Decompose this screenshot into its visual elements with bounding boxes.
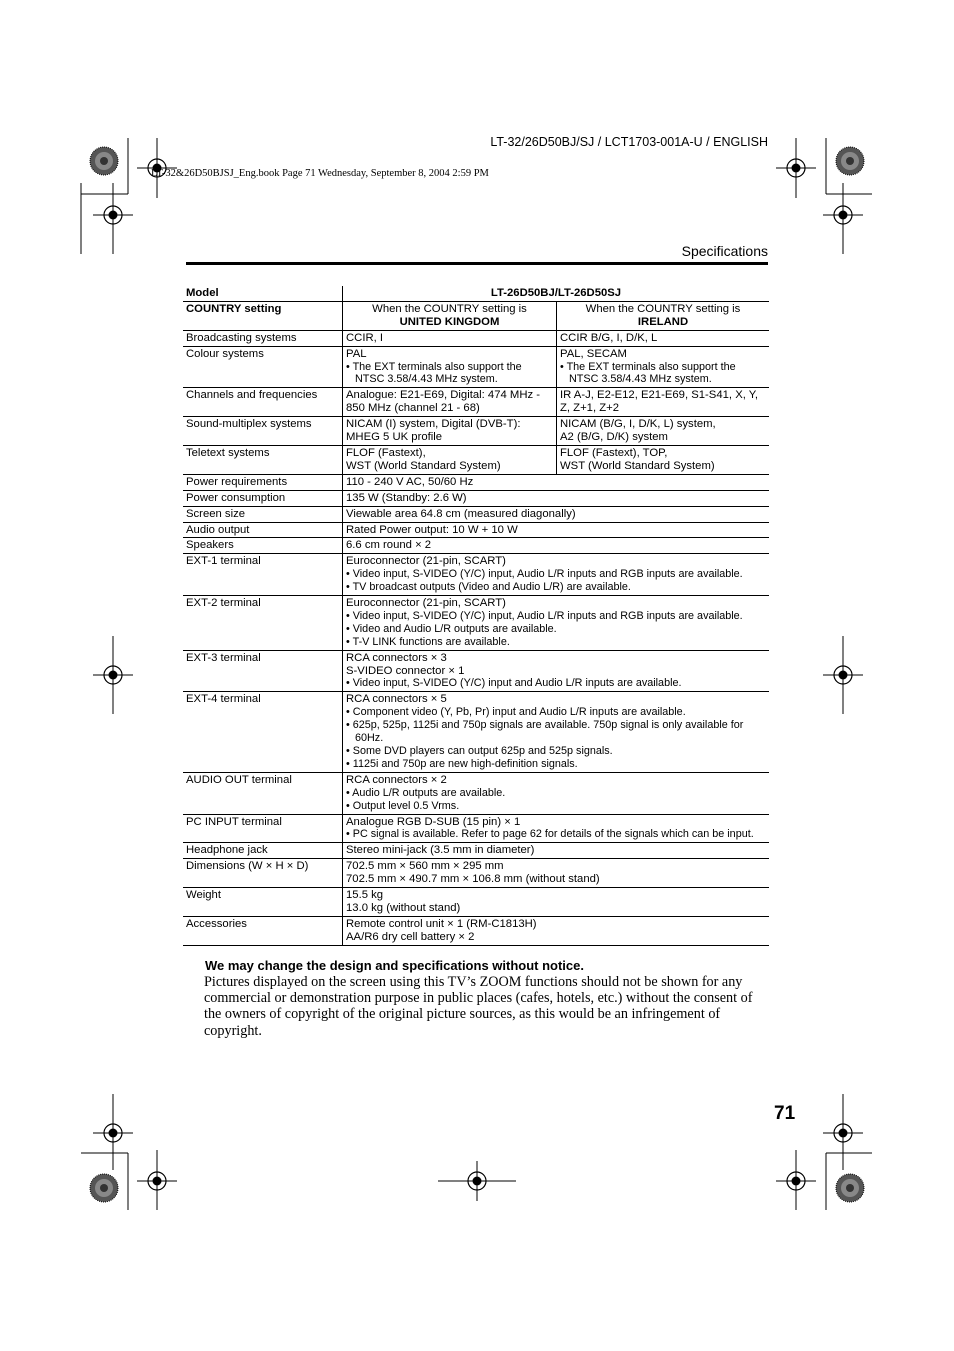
cell-text: S-VIDEO connector × 1 xyxy=(346,664,465,677)
row-value xyxy=(343,554,770,596)
cell-text: NICAM (I) system, Digital (DVB-T): xyxy=(346,418,521,431)
row-label: PC INPUT terminal xyxy=(183,814,343,843)
table-row xyxy=(183,538,769,554)
uk-caption: When the COUNTRY setting is xyxy=(372,302,527,315)
cell-text: 702.5 mm × 490.7 mm × 106.8 mm (without stand) xyxy=(346,873,600,886)
bullet-item: • Output level 0.5 Vrms. xyxy=(346,799,460,812)
table-row xyxy=(183,772,769,814)
row-label: Power consumption xyxy=(183,490,343,506)
cell-text: 15.5 kg xyxy=(346,889,384,902)
row-value xyxy=(343,772,770,814)
cell-text: AA/R6 dry cell battery × 2 xyxy=(346,930,475,943)
cell-text: 13.0 kg (without stand) xyxy=(346,901,461,914)
cell-ie xyxy=(557,417,770,446)
cell-uk xyxy=(343,417,557,446)
row-value xyxy=(343,888,770,917)
table-row xyxy=(183,417,769,446)
table-row xyxy=(183,506,769,522)
table-row xyxy=(183,859,769,888)
row-value xyxy=(343,859,770,888)
cell-text: Euroconnector (21-pin, SCART) xyxy=(346,597,506,610)
cell-text: NICAM (B/G, I, D/K, L) system, xyxy=(560,418,716,431)
cell-text: RCA connectors × 5 xyxy=(346,693,447,706)
cell-text: Analogue RGB D-SUB (15 pin) × 1 xyxy=(346,815,521,828)
row-label: Weight xyxy=(183,888,343,917)
cell-text: Euroconnector (21-pin, SCART) xyxy=(346,555,506,568)
cell-text: 702.5 mm × 560 mm × 295 mm xyxy=(346,860,504,873)
cell-uk xyxy=(343,346,557,388)
table-row xyxy=(183,330,769,346)
row-value: Viewable area 64.8 cm (measured diagonally) xyxy=(343,506,770,522)
document-code: LT-32/26D50BJ/SJ / LCT1703-001A-U / ENGLISH xyxy=(490,135,768,149)
ie-caption: When the COUNTRY setting is xyxy=(585,302,741,315)
row-value: Stereo mini-jack (3.5 mm in diameter) xyxy=(343,843,770,859)
row-value xyxy=(343,916,770,945)
book-info-line: LT-32&26D50BJSJ_Eng.book Page 71 Wednesday, September 8, 2004 2:59 PM xyxy=(151,168,489,179)
cell-text: RCA connectors × 2 xyxy=(346,773,447,786)
bullet-item: • The EXT terminals also support the NTSC 3.58/4.43 MHz system. xyxy=(560,360,736,386)
row-label: EXT-4 terminal xyxy=(183,692,343,772)
bullet-item: • Video input, S-VIDEO (Y/C) input, Audio L/R inputs and RGB inputs are available. xyxy=(346,568,743,581)
header-rule xyxy=(186,262,768,265)
table-row xyxy=(183,490,769,506)
cell-uk xyxy=(343,445,557,474)
row-label: Power requirements xyxy=(183,474,343,490)
table-row-model xyxy=(183,286,769,301)
row-value: Rated Power output: 10 W + 10 W xyxy=(343,522,770,538)
row-label: EXT-2 terminal xyxy=(183,596,343,651)
row-label: Screen size xyxy=(183,506,343,522)
row-value xyxy=(343,596,770,651)
row-label: Sound-multiplex systems xyxy=(183,417,343,446)
cell-text: PAL, SECAM xyxy=(560,347,627,360)
bullet-item: • Video input, S-VIDEO (Y/C) input, Audio L/R inputs and RGB inputs are available. xyxy=(346,609,743,622)
row-value: 110 - 240 V AC, 50/60 Hz xyxy=(343,474,770,490)
specifications-table xyxy=(183,286,769,946)
row-label: Channels and frequencies xyxy=(183,388,343,417)
bullet-item: • Some DVD players can output 625p and 525p signals. xyxy=(346,745,613,757)
model-value: LT-26D50BJ/LT-26D50SJ xyxy=(343,286,770,301)
row-value: 6.6 cm round × 2 xyxy=(343,538,770,554)
row-label: Teletext systems xyxy=(183,445,343,474)
row-label: EXT-1 terminal xyxy=(183,554,343,596)
country-ie-cell xyxy=(557,301,770,330)
table-row xyxy=(183,388,769,417)
bullet-item: • PC signal is available. Refer to page 62 for details of the signals which can be input. xyxy=(346,828,754,841)
row-label: Colour systems xyxy=(183,346,343,388)
table-row xyxy=(183,650,769,692)
bullet-item: • TV broadcast outputs (Video and Audio L/R) are available. xyxy=(346,581,631,594)
row-value: 135 W (Standby: 2.6 W) xyxy=(343,490,770,506)
cell-uk: Analogue: E21-E69, Digital: 474 MHz - 850 MHz (channel 21 - 68) xyxy=(343,388,557,417)
row-label: Headphone jack xyxy=(183,843,343,859)
cell-ie xyxy=(557,445,770,474)
row-label: EXT-3 terminal xyxy=(183,650,343,692)
row-label: Dimensions (W × H × D) xyxy=(183,859,343,888)
table-row-country xyxy=(183,301,769,330)
bullet-item: • Video input, S-VIDEO (Y/C) input and Audio L/R inputs are available. xyxy=(346,677,682,690)
table-row xyxy=(183,814,769,843)
country-label: COUNTRY setting xyxy=(183,301,343,330)
copyright-paragraph: Pictures displayed on the screen using this TV’s ZOOM functions should not be shown for any commercial or demonstration purpose in public places (cafes, hotels, etc.) without the consent of the owners of copyright of the original picture sources, as this would be an infringement of copyright. xyxy=(204,974,753,1039)
bullet-item: • Component video (Y, Pb, Pr) input and Audio L/R inputs are available. xyxy=(346,706,686,719)
cell-text: WST (World Standard System) xyxy=(346,459,501,472)
cell-text: A2 (B/G, D/K) system xyxy=(560,431,668,444)
cell-text: Remote control unit × 1 (RM-C1813H) xyxy=(346,917,537,930)
bullet-item: • 625p, 525p, 1125i and 750p signals are available. 750p signal is only available for 60Hz. xyxy=(346,719,744,745)
country-uk-cell xyxy=(343,301,557,330)
cell-text: RCA connectors × 3 xyxy=(346,651,447,664)
section-title: Specifications xyxy=(681,243,768,259)
table-row xyxy=(183,522,769,538)
table-row xyxy=(183,445,769,474)
cell-text: FLOF (Fastext), TOP, xyxy=(560,446,668,459)
table-row xyxy=(183,554,769,596)
cell-text: WST (World Standard System) xyxy=(560,459,715,472)
row-label: Accessories xyxy=(183,916,343,945)
table-row xyxy=(183,596,769,651)
cell-ie: CCIR B/G, I, D/K, L xyxy=(557,330,770,346)
table-row xyxy=(183,692,769,772)
row-label: Speakers xyxy=(183,538,343,554)
table-row xyxy=(183,916,769,945)
bullet-item: • The EXT terminals also support the NTSC 3.58/4.43 MHz system. xyxy=(346,360,522,386)
cell-text: FLOF (Fastext), xyxy=(346,446,426,459)
table-row xyxy=(183,474,769,490)
row-value xyxy=(343,814,770,843)
cell-ie: IR A-J, E2-E12, E21-E69, S1-S41, X, Y, Z, Z+1, Z+2 xyxy=(557,388,770,417)
bullet-item: • 1125i and 750p are new high-definition signals. xyxy=(346,757,578,770)
uk-name: UNITED KINGDOM xyxy=(399,315,500,328)
table-row xyxy=(183,843,769,859)
row-value xyxy=(343,650,770,692)
page-number: 71 xyxy=(774,1103,796,1124)
cell-uk: CCIR, I xyxy=(343,330,557,346)
table-row xyxy=(183,346,769,388)
table-row xyxy=(183,888,769,917)
cell-text: PAL xyxy=(346,347,367,360)
row-value xyxy=(343,692,770,772)
row-label: Broadcasting systems xyxy=(183,330,343,346)
ie-name: IRELAND xyxy=(637,315,689,328)
bullet-item: • Audio L/R outputs are available. xyxy=(346,786,506,799)
model-label: Model xyxy=(183,286,343,301)
row-label: Audio output xyxy=(183,522,343,538)
cell-text: MHEG 5 UK profile xyxy=(346,431,443,444)
bullet-item: • Video and Audio L/R outputs are available. xyxy=(346,622,557,635)
cell-ie xyxy=(557,346,770,388)
bullet-item: • T-V LINK functions are available. xyxy=(346,635,510,648)
row-label: AUDIO OUT terminal xyxy=(183,772,343,814)
specification-change-notice: We may change the design and specifications without notice. xyxy=(205,958,584,973)
